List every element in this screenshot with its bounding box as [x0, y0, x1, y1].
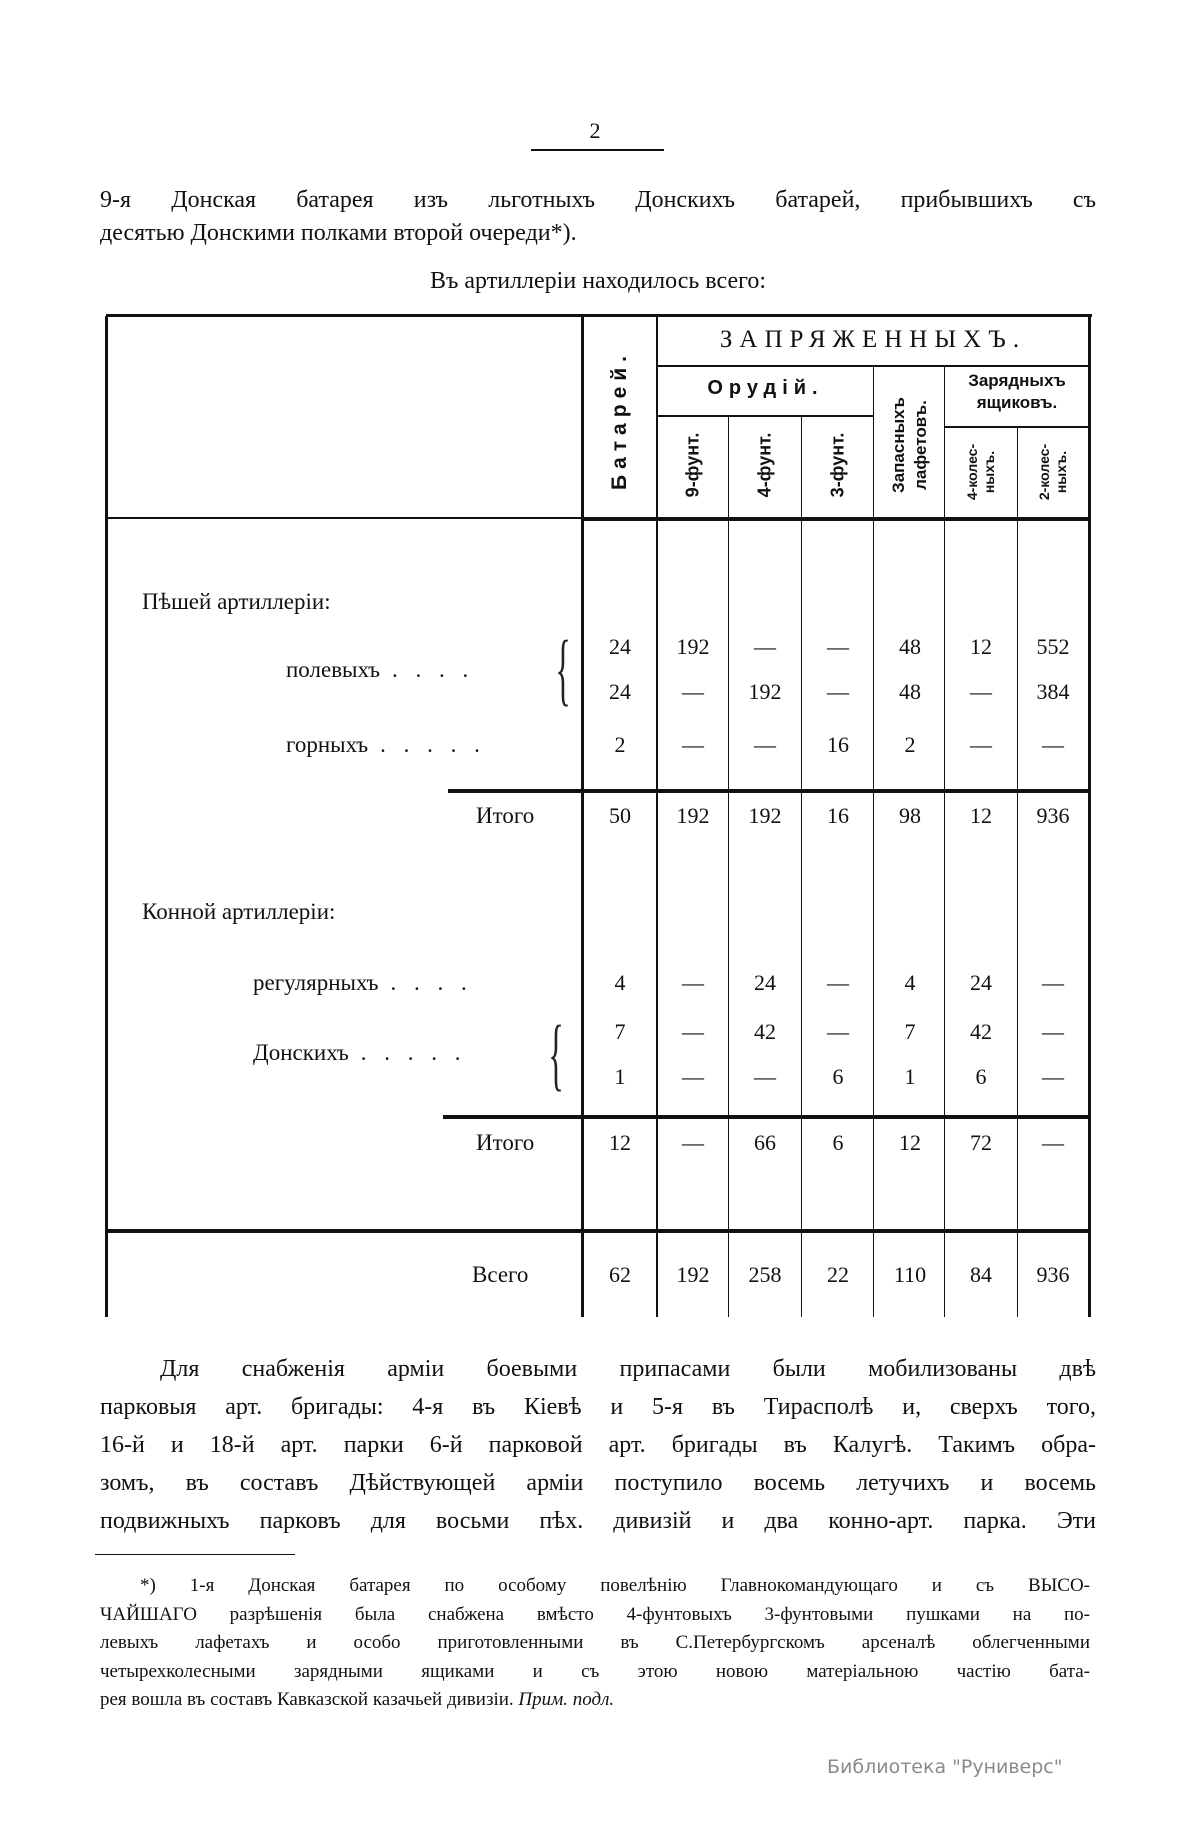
table-left-border	[105, 316, 108, 1317]
row-field-1-cell: 24	[609, 634, 631, 659]
header-2-wheel-line: 2-колес-	[1036, 443, 1052, 501]
row-regular-cell: —	[827, 970, 849, 995]
table-top-border	[106, 314, 1092, 317]
row-grand-total-cell: 22	[827, 1262, 849, 1287]
header-spare-carriages	[888, 397, 932, 493]
label-foot-total	[476, 803, 546, 829]
row-foot-total-cell: 12	[970, 803, 992, 828]
column-rule	[873, 366, 874, 1317]
row-field-1-cell: 12	[970, 634, 992, 659]
row-mountain-cell: —	[754, 732, 776, 757]
section-horse-artillery: Конной артиллеріи:	[142, 899, 336, 924]
row-don-2-cell: 6	[832, 1064, 844, 1089]
label-don	[253, 1040, 466, 1066]
row-regular-cell: 24	[754, 970, 776, 995]
row-regular-cell: —	[1042, 970, 1064, 995]
row-don-1-cell: 42	[754, 1019, 776, 1044]
row-field-1-cell: —	[827, 634, 849, 659]
row-grand-total-cell: 258	[748, 1262, 782, 1287]
row-grand-total-cell: 936	[1036, 1262, 1070, 1287]
row-field-1-cell: 48	[899, 634, 921, 659]
row-foot-total-cell: 192	[748, 803, 782, 828]
header-batteries: Батарей.	[608, 350, 631, 490]
brace-don: {	[548, 1010, 564, 1099]
row-field-2-cell: 24	[609, 679, 631, 704]
row-foot-total-cell: 98	[899, 803, 921, 828]
row-label-text: регулярныхъ	[253, 970, 379, 995]
row-foot-total-cell: 50	[609, 803, 631, 828]
header-harnessed: ЗАПРЯЖЕННЫХЪ.	[719, 326, 1027, 353]
row-don-2-cell: 1	[614, 1064, 626, 1089]
row-don-2-cell: —	[1042, 1064, 1064, 1089]
row-field-2-cell: 192	[748, 679, 782, 704]
table-caption: Въ артиллеріи находилось всего:	[429, 268, 767, 294]
body-line: Для снабженія арміи боевыми припасами были мобилизованы двѣ	[160, 1356, 1096, 1382]
row-regular-cell: —	[682, 970, 704, 995]
subtotal-rule	[448, 789, 1089, 793]
label-mountain	[286, 732, 486, 758]
footnote-rule	[95, 1554, 295, 1555]
row-horse-total-cell: —	[1042, 1130, 1064, 1155]
row-label-text: Итого	[476, 1130, 535, 1155]
section-foot-artillery: Пѣшей артиллеріи:	[142, 589, 331, 614]
column-rule	[944, 366, 945, 1317]
row-mountain-cell: 2	[904, 732, 916, 757]
footnote-line: левыхъ лафетахъ и особо приготовленными въ С.Петербургскомъ арсеналѣ облегченными	[100, 1632, 1090, 1654]
body-paragraph	[100, 1350, 1096, 1540]
row-field-2-cell: 48	[899, 679, 921, 704]
row-field-2-cell: —	[827, 679, 849, 704]
header-2-wheel	[1036, 444, 1070, 500]
header-bottom-rule	[106, 517, 582, 519]
row-mountain-cell: 16	[827, 732, 849, 757]
header-spare-line: лафетовъ.	[911, 400, 930, 490]
footnote-line	[100, 1686, 1090, 1715]
header-3-pounder: 3-фунт.	[827, 432, 848, 498]
footnote-line: четырехколесными зарядными ящиками и съ этою новою матеріальною частію бата-	[100, 1660, 1090, 1682]
body-line: зомъ, въ составъ Дѣйствующей арміи поступило восемь летучихъ и восемь	[100, 1470, 1096, 1496]
row-label-text: Итого	[476, 803, 535, 828]
column-rule	[801, 416, 802, 1317]
row-don-2-cell: —	[754, 1064, 776, 1089]
row-label-text: горныхъ	[286, 732, 369, 757]
row-horse-total-cell: 12	[899, 1130, 921, 1155]
row-foot-total-cell: 936	[1036, 803, 1070, 828]
intro-line: 9-я Донская батарея изъ льготныхъ Донскихъ батарей, прибывшихъ съ	[100, 187, 1096, 213]
row-grand-total-cell: 62	[609, 1262, 631, 1287]
row-field-2-cell: —	[682, 679, 704, 704]
row-label-text: Всего	[472, 1262, 529, 1287]
row-horse-total-cell: —	[682, 1130, 704, 1155]
body-line: 16-й и 18-й арт. парки 6-й парковой арт. бригады въ Калугѣ. Такимъ обра-	[100, 1432, 1096, 1458]
header-ammo-boxes: Зарядныхъ ящиковъ.	[968, 371, 1066, 412]
column-rule	[1017, 427, 1018, 1317]
intro-line: десятью Донскими полками второй очереди*).	[100, 220, 577, 246]
header-4-wheel-line: 4-колес-	[964, 443, 980, 501]
header-guns: Орудій.	[707, 377, 824, 399]
header-4-wheel-line: ныхъ.	[981, 450, 997, 494]
header-spare-line: Запасныхъ	[889, 397, 908, 493]
column-rule	[728, 416, 729, 1317]
brace-field: {	[555, 625, 571, 714]
dot-leader: . . . . .	[380, 732, 486, 757]
subtotal-rule	[443, 1115, 1089, 1119]
row-don-1-cell: 7	[614, 1019, 626, 1044]
row-field-1-cell: 192	[676, 634, 710, 659]
row-horse-total-cell: 66	[754, 1130, 776, 1155]
row-label-text: полевыхъ	[286, 657, 381, 682]
footnote-last-text: рея вошла въ составъ Кавказской казачьей дивизіи.	[100, 1689, 514, 1711]
footnote-signature: Прим. подл.	[518, 1689, 615, 1711]
footnote-line: ЧАЙШАГО разрѣшенія была снабжена вмѣсто 4-фунтовыхъ 3-фунтовыми пушками на по-	[100, 1603, 1090, 1625]
row-don-1-cell: 42	[970, 1019, 992, 1044]
body-line: парковыя арт. бригады: 4-я въ Кіевѣ и 5-я въ Тирасполѣ и, сверхъ того,	[100, 1394, 1096, 1420]
row-regular-cell: 24	[970, 970, 992, 995]
row-field-2-cell: —	[970, 679, 992, 704]
dot-leader: . . . . .	[360, 1040, 467, 1065]
label-regular	[253, 970, 473, 996]
row-mountain-cell: —	[682, 732, 704, 757]
row-field-1-cell: —	[754, 634, 776, 659]
header-rule-guns	[657, 415, 874, 417]
row-horse-total-cell: 12	[609, 1130, 631, 1155]
footnote	[100, 1572, 1090, 1715]
row-foot-total-cell: 16	[827, 803, 849, 828]
row-regular-cell: 4	[904, 970, 916, 995]
header-9-pounder: 9-фунт.	[682, 432, 703, 498]
row-label-text: Донскихъ	[253, 1040, 349, 1065]
page-number: 2	[589, 118, 601, 143]
library-watermark: Библиотека "Руниверс"	[827, 1756, 1063, 1778]
label-field	[286, 657, 474, 683]
row-field-1-cell: 552	[1036, 634, 1070, 659]
row-don-1-cell: —	[827, 1019, 849, 1044]
row-don-1-cell: 7	[904, 1019, 916, 1044]
row-don-2-cell: 1	[904, 1064, 916, 1089]
header-2-wheel-line: ныхъ.	[1053, 450, 1069, 494]
header-4-wheel	[964, 444, 998, 500]
grand-total-rule	[106, 1229, 1089, 1233]
label-horse-total	[476, 1130, 546, 1156]
footnote-line: *) 1-я Донская батарея по особому повелѣнію Главнокомандующаго и съ ВЫСО-	[140, 1575, 1090, 1596]
header-4-pounder: 4-фунт.	[754, 432, 775, 498]
dot-leader: . . . .	[390, 970, 473, 995]
row-foot-total-cell: 192	[676, 803, 710, 828]
header-bottom-rule	[582, 517, 1089, 521]
row-don-2-cell: 6	[975, 1064, 987, 1089]
body-line: подвижныхъ парковъ для восьми пѣх. дивизій и два конно-арт. парка. Эти	[100, 1508, 1096, 1534]
row-mountain-cell: —	[1042, 732, 1064, 757]
row-grand-total-cell: 192	[676, 1262, 710, 1287]
row-don-2-cell: —	[682, 1064, 704, 1089]
row-don-1-cell: —	[1042, 1019, 1064, 1044]
row-don-1-cell: —	[682, 1019, 704, 1044]
row-regular-cell: 4	[614, 970, 626, 995]
row-horse-total-cell: 72	[970, 1130, 992, 1155]
row-grand-total-cell: 84	[970, 1262, 992, 1287]
dot-leader: . . . .	[392, 657, 475, 682]
row-mountain-cell: —	[970, 732, 992, 757]
row-grand-total-cell: 110	[893, 1262, 927, 1287]
row-mountain-cell: 2	[614, 732, 626, 757]
row-field-2-cell: 384	[1036, 679, 1070, 704]
label-grand-total	[472, 1262, 540, 1288]
row-horse-total-cell: 6	[832, 1130, 844, 1155]
